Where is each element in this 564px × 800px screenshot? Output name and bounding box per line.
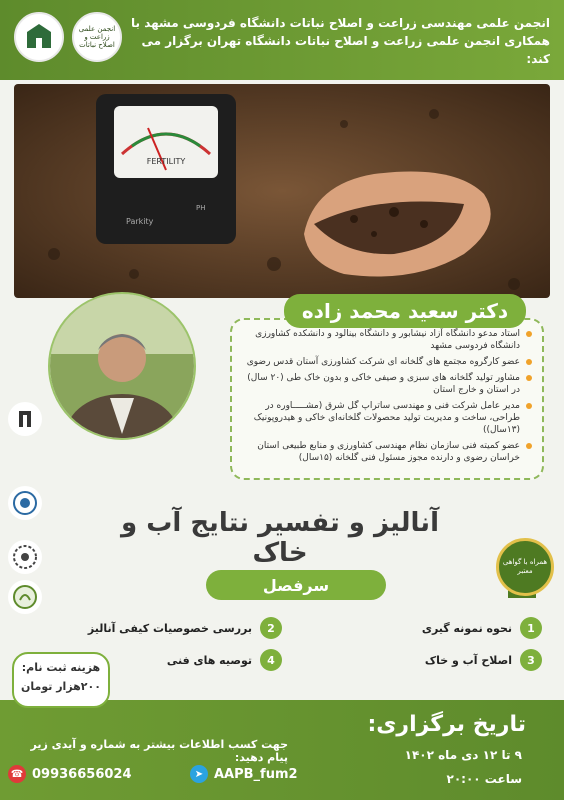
topic-text: اصلاح آب و خاک (424, 653, 512, 667)
bio-item (242, 400, 532, 436)
header-banner (0, 0, 564, 80)
meter-brand: Parkity (126, 217, 154, 226)
bullet-dot-icon (526, 403, 532, 409)
header-line-2: همکاری انجمن علمی زراعت و اصلاح نباتات دانشگاه تهران برگزار می کند: (141, 34, 550, 66)
speaker-bio-list (242, 328, 532, 468)
meter-ph: PH (196, 204, 206, 212)
registration-fee-box (12, 652, 110, 708)
meter-label: FERTILITY (146, 157, 186, 166)
topic-3 (425, 648, 542, 672)
header-line-1: انجمن علمی مهندسی زراعت و اصلاح نباتات دانشگاه فردوسی مشهد با (131, 16, 550, 30)
certificate-badge: همراه با گواهی معتبر (496, 538, 554, 596)
bio-text: استاد مدعو دانشگاه آزاد نیشابور و دانشگاه بینالود و دانشکده کشاورزی دانشگاه فردوسی مشهد (255, 329, 520, 351)
phone-number: 09936656024 (32, 766, 132, 782)
side-logo-4 (8, 580, 42, 614)
topic-text: نحوه نمونه گیری (421, 621, 512, 635)
side-logo-1 (8, 402, 42, 436)
bullet-dot-icon (526, 443, 532, 449)
bio-text: عضو کمیته فنی سازمان نظام مهندسی کشاورزی و منابع طبیعی استان خراسان رضوی و دارنده مجوز مسئول فنی گلخانه (۱۵سال) (257, 441, 520, 463)
side-logo-3 (8, 540, 42, 574)
topic-number: 3 (520, 649, 542, 671)
bio-item (242, 440, 532, 464)
workshop-title: آنالیز و تفسیر نتایج آب و خاک (121, 508, 439, 568)
topic-2 (88, 616, 282, 640)
bullet-dot-icon (526, 359, 532, 365)
speaker-bio-box (230, 318, 544, 480)
bio-text: مدیر عامل شرکت فنی و مهندسی ساتراپ گل شرق (مشـــــاوره در طراحی، ساخت و مدیریت تولید محصولات گلخانه‌ای خاکی و هیدروپونیک (۱۳سال)) (253, 401, 520, 435)
event-date: ۹ تا ۱۲ دی ماه ۱۴۰۲ (404, 748, 522, 762)
bio-text: عضو کارگروه مجتمع های گلخانه ای شرکت کشاورزی آستان قدس رضوی (246, 357, 520, 367)
bullet-dot-icon (526, 331, 532, 337)
bio-item (242, 372, 532, 396)
topic-number: 2 (260, 617, 282, 639)
contact-telegram[interactable] (190, 762, 298, 786)
association-logo: انجمن علمی زراعت و اصلاح نباتات (72, 12, 122, 62)
university-logo (14, 12, 64, 62)
contact-note: جهت کسب اطلاعات بیشتر به شماره و آیدی زیر پیام دهید: (30, 738, 288, 764)
bio-item (242, 356, 532, 368)
topic-number: 1 (520, 617, 542, 639)
bullet-dot-icon (526, 375, 532, 381)
speaker-name: دکتر سعید محمد زاده (284, 294, 526, 328)
fee-value: ۲۰۰هزار تومان (21, 680, 101, 693)
contact-phone[interactable] (8, 762, 132, 786)
telegram-id: AAPB_fum2 (214, 766, 298, 782)
event-time: ساعت ۲۰:۰۰ (446, 772, 522, 786)
topic-4 (167, 648, 282, 672)
side-logo-2 (8, 486, 42, 520)
topic-1 (422, 616, 542, 640)
bio-text: مشاور تولید گلخانه های سبزی و صیفی خاکی و بدون خاک طی (۲۰ سال) در استان و خارج استان (247, 373, 520, 395)
phone-icon: ☎ (8, 765, 26, 783)
event-date-title: تاریخ برگزاری: (367, 712, 526, 737)
topic-text: توصیه های فنی (166, 653, 252, 667)
topic-number: 4 (260, 649, 282, 671)
soil-hero-image (14, 84, 550, 298)
header-text (130, 14, 550, 68)
telegram-icon: ➤ (190, 765, 208, 783)
syllabus-label: سرفصل (206, 570, 386, 600)
bio-item (242, 328, 532, 352)
topic-text: بررسی خصوصیات کیفی آنالیز (87, 621, 252, 635)
fee-title: هزینه ثبت نام: (21, 661, 101, 674)
speaker-photo (48, 292, 196, 440)
